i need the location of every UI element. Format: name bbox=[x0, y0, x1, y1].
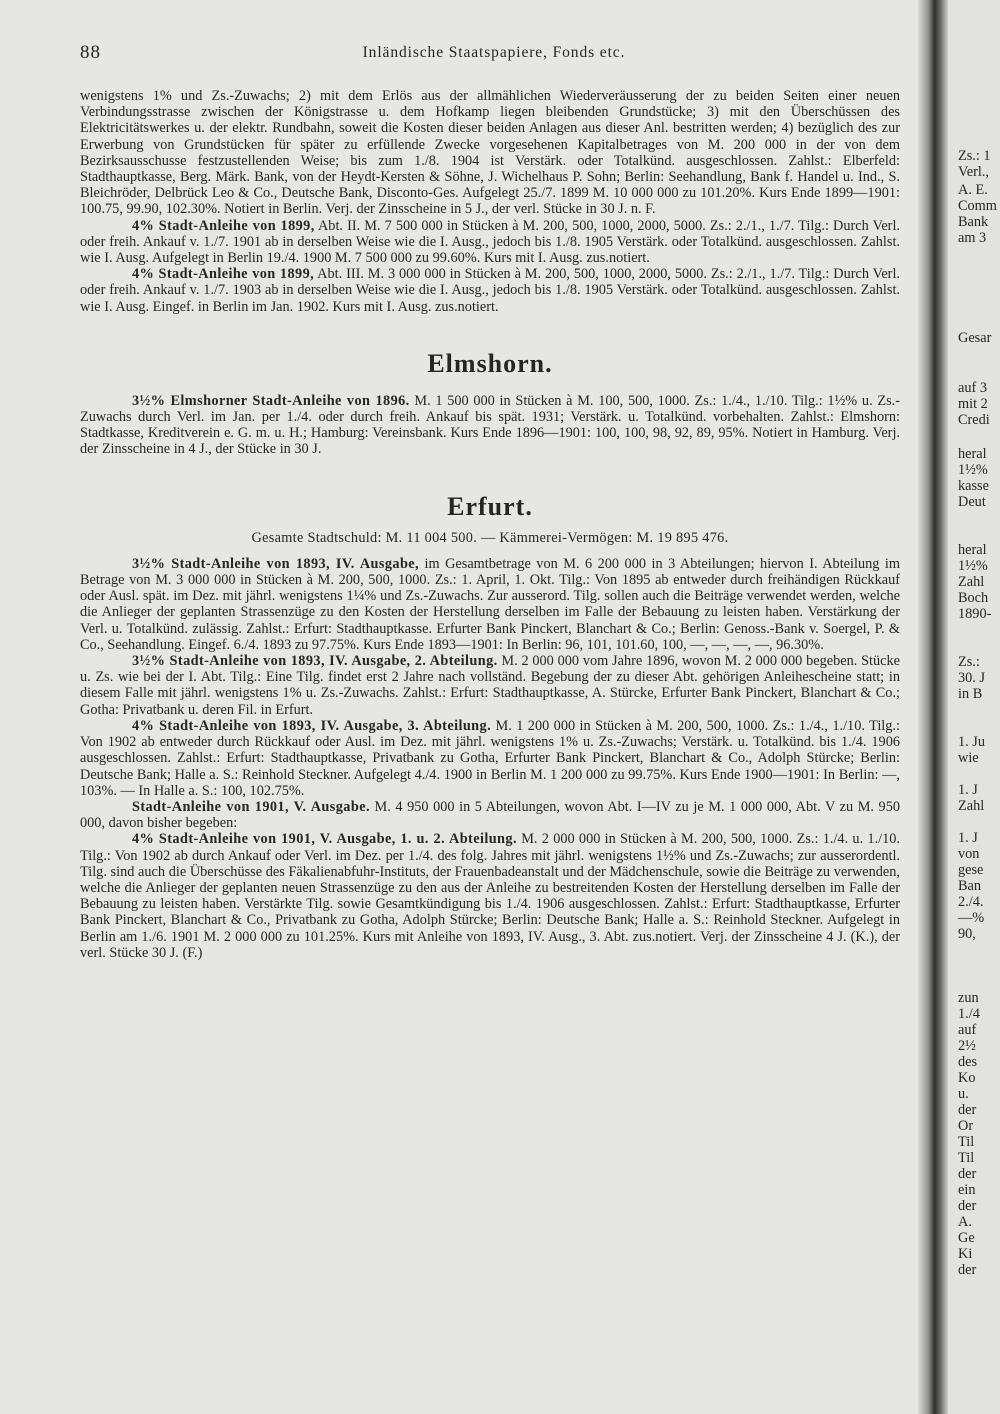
right-page-fragment: 2½ bbox=[958, 1038, 976, 1054]
debt-summary-line: Gesamte Stadtschuld: M. 11 004 500. — Kämmerei-Vermögen: M. 19 895 476. bbox=[251, 529, 729, 546]
right-page-fragment: 1. Ju bbox=[958, 734, 986, 750]
bond-title: Stadt-Anleihe von 1901, V. Ausgabe. bbox=[132, 798, 370, 815]
right-page-fragment: 90, bbox=[958, 926, 976, 942]
right-page-fragment: Zahl bbox=[958, 574, 985, 590]
bond-entry bbox=[80, 556, 900, 653]
right-page-fragment: der bbox=[958, 1102, 977, 1118]
right-page-fragment: Til bbox=[958, 1134, 975, 1150]
right-page-fragment: —% bbox=[958, 910, 985, 926]
bond-text: im Gesamtbetrage von M. 6 200 000 in 3 Abteilungen; hiervon I. Abteilung im Betrage von M. 3 000 000 in Stücken à M. 200, 500, 1000. Zs.: 1. April, 1. Okt. Tilg.: Von 1895 ab entweder durch freihändigen Rückkauf oder Ausl. spät. im Dez. mit jährl. wenigstens 1¼% und Zs.-Zuwachs. Zur ausserord. Tilg. sollen auch die Beiträge verwendet werden, welche die Anlieger der geplanten Strassenzüge zu den Kosten der Herstellung derselben im Falle der Bebauung zu leisten haben. Verstärkung der Verl. u. Totalkünd. zulässig. Zahlst.: Erfurt: Stadthauptkasse. Erfurter Bank Pinckert, Blanchart & Co.; Berlin: Genoss.-Bank v. Soergel, P. & Co., Seehandlung. Eingef. 6./4. 1893 zu 97.75%. Kurs Ende 1893—1901: In Berlin: 96, 101, 101.60, 100, —, —, —, —, 96.30%. bbox=[80, 555, 900, 653]
right-page-fragment: wie bbox=[958, 750, 979, 766]
bond-text: M. 4 950 000 in 5 Abteilungen, wovon Abt. I—IV zu je M. 1 000 000, Abt. V zu M. 950 000, davon bisher begeben: bbox=[80, 798, 900, 832]
right-page-fragment: der bbox=[958, 1166, 977, 1182]
right-page-fragment: gese bbox=[958, 862, 984, 878]
bond-text: Abt. II. M. 7 500 000 in Stücken à M. 200, 500, 1000, 2000, 5000. Zs.: 2./1., 1./7. Tilg.: Durch Verl. oder freih. Ankauf v. 1./7. 1901 ab in derselben Weise wie die I. Ausg., jedoch bis 1./8. 1905 Verstärk. oder Totalkünd. ausgeschlossen. Zahlst. wie I. Ausg. Aufgelegt in Berlin 19./4. 1900 M. 7 500 000 zu 99.60%. Kurs mit I. Ausg. zus.notiert. bbox=[80, 217, 900, 267]
bond-entry bbox=[80, 88, 900, 218]
bond-text: M. 2 000 000 in Stücken à M. 200, 500, 1000. Zs.: 1./4. u. 1./10. Tilg.: Von 1902 ab durch Ankauf oder Verl. im Dez. per 1./4. des folg. Jahres mit jährl. wenigstens 1½% und Zs.-Zuwachs; zur ausserordentl. Tilg. sind auch die Überschüsse des Fäkalienabfuhr-Instituts, der Frauenbadeanstalt und der Mädchenschule, sowie die Beiträge zu verwenden, welche die Anlieger der geplanten neuen Strassenzüge zu den aus der Anleihe zu bestreitenden Kosten der Herstellung derselben im Falle der Bebauung zu leisten haben. Verstärkte Tilg. sowie Gesamtkündigung bis 1./4. 1906 ausgeschlossen. Zahlst.: Erfurt: Stadthauptkasse, Erfurter Bank Pinckert, Blanchart & Co., Privatbank zu Gotha, Adolph Stürcke; Berlin: Deutsche Bank; Halle a. S.: Reinhold Steckner. Aufgelegt in Berlin am 1./6. 1901 M. 2 000 000 zu 101.25%. Kurs mit Anleihe von 1893, IV. Ausg., 3. Abt. zus.notiert. Verj. der Zinsscheine 4 J. (K.), der verl. Stücke 30 J. (F.) bbox=[80, 831, 900, 961]
right-page-fragment: Comm bbox=[958, 198, 997, 214]
bond-title: 3½% Stadt-Anleihe von 1893, IV. Ausgabe, 2. Abteilung. bbox=[132, 653, 498, 670]
right-page-fragment: 30. J bbox=[958, 670, 986, 686]
page-body bbox=[80, 88, 900, 961]
right-page-fragment: am 3 bbox=[958, 230, 987, 246]
right-page-fragment: Credi bbox=[958, 412, 990, 428]
right-page-fragment: Or bbox=[958, 1118, 974, 1134]
bond-text: M. 1 200 000 in Stücken à M. 200, 500, 1000. Zs.: 1./4., 1./10. Tilg.: Von 1902 ab entweder durch Rückkauf oder Ausl. im Dez. mit jährl. wenigstens 1% u. Zs.-Zuwachs; Verstärk. u. Totalkünd. bis 1./4. 1906 ausgeschlossen. Zahlst.: Erfurt: Stadthauptkasse, Privatbank zu Gotha, Erfurter Bank Pinckert, Blanchart & Co., Adolph Stürcke; Berlin: Deutsche Bank; Halle a. S.: Reinhold Steckner. Aufgelegt 4./4. 1900 in Berlin M. 1 200 000 zu 99.75%. Kurs Ende 1900—1901: In Berlin: —, 103%. — In Halle a. S.: 100, 102.75%. bbox=[80, 717, 900, 799]
bond-entry bbox=[80, 718, 900, 799]
right-page-fragment: Ko bbox=[958, 1070, 976, 1086]
city-heading: Erfurt. bbox=[447, 491, 533, 521]
bond-title: 3½% Stadt-Anleihe von 1893, IV. Ausgabe, bbox=[132, 555, 420, 572]
right-page-fragment: Ban bbox=[958, 878, 982, 894]
right-page-fragment: 1. J bbox=[958, 782, 978, 798]
right-page-fragment: Zs.: 1 bbox=[958, 148, 991, 164]
right-page-fragment: Ki bbox=[958, 1246, 973, 1262]
right-page-fragment: 1890- bbox=[958, 606, 992, 622]
right-page-fragment: von bbox=[958, 846, 980, 862]
right-page-fragment: Til bbox=[958, 1150, 975, 1166]
right-page-fragment: Deut bbox=[958, 494, 986, 510]
right-page-fragment: Boch bbox=[958, 590, 989, 606]
right-page-fragment: heral bbox=[958, 446, 987, 462]
right-page-fragment: 1½% bbox=[958, 558, 988, 574]
bond-entry bbox=[80, 218, 900, 267]
right-page-fragment: des bbox=[958, 1054, 978, 1070]
right-page-fragment: Zs.: bbox=[958, 654, 980, 670]
page-header bbox=[80, 42, 908, 72]
right-page-fragment: A. E. bbox=[958, 182, 988, 198]
bond-text: M. 2 000 000 vom Jahre 1896, wovon M. 2 000 000 begeben. Stücke u. Zs. wie bei der I. Abt. Tilg.: Eine Tilg. findet erst 2 Jahre nach vollständ. Begebung der zu dieser Abt. gehörigen Anleihescheine statt; in diesem Falle mit jährl. wenigstens 1% u. Zs.-Zuwachs. Zahlst.: Erfurt: Stadthauptkasse, A. Stürcke, Erfurter Bank Pinckert, Blanchart & Co.; Gotha: Privatbank u. deren Fil. in Erfurt. bbox=[80, 653, 900, 718]
bond-entry bbox=[80, 799, 900, 831]
right-page-fragment: Verl., bbox=[958, 164, 989, 180]
bond-title: 4% Stadt-Anleihe von 1899, bbox=[132, 266, 315, 283]
right-page-fragment: zun bbox=[958, 990, 979, 1006]
right-page-fragment: 1. J bbox=[958, 830, 978, 846]
right-page-fragment: 1./4 bbox=[958, 1006, 980, 1022]
right-page-fragment: auf 3 bbox=[958, 380, 987, 396]
bond-title: 4% Stadt-Anleihe von 1899, bbox=[132, 217, 315, 234]
book-gutter bbox=[918, 0, 948, 1414]
bond-text: wenigstens 1% und Zs.-Zuwachs; 2) mit dem Erlös aus der allmählichen Wiederveräusserung der zu beiden Seiten einer neuen Verbindungsstrasse zwischen der Königstrasse u. dem Hofkamp liegen bleibenden Grundstücke; 3) mit den Überschüssen des Elektricitätswerkes u. der elektr. Rundbahn, soweit die Kosten dieser beiden Anlagen aus dieser Anl. bestritten werden; 4) bezüglich des zur Erwerbung von Grundstücken für später zu erfüllende Zwecke vorgesehenen Kapitalbetrages von M. 200 000 in der von dem Bezirksausschusse festzustellenden Weise; bis zum 1./8. 1904 ist Verstärk. oder Totalkünd. ausgeschlossen. Zahlst.: Elberfeld: Stadthauptkasse, Berg. Märk. Bank, von der Heydt-Kersten & Söhne, J. Wichelhaus P. Sohn; Berlin: Seehandlung, Bank f. Handel u. Ind., S. Bleichröder, Delbrück Leo & Co., Deutsche Bank, Disconto-Ges. Aufgelegt 25./7. 1899 M. 10 000 000 zu 101.20%. Kurs Ende 1899—1901: 100.75, 99.90, 102.30%. Notiert in Berlin. Verj. der Zinsscheine in 5 J., der verl. Stücke in 30 J. n. F. bbox=[80, 88, 900, 218]
bond-entry bbox=[80, 266, 900, 315]
right-page-fragment: 1½% bbox=[958, 462, 988, 478]
right-page-fragment: ein bbox=[958, 1182, 976, 1198]
right-page-fragment: heral bbox=[958, 542, 987, 558]
right-page-fragment: der bbox=[958, 1262, 977, 1278]
bond-entry bbox=[80, 393, 900, 458]
right-page-fragment: der bbox=[958, 1198, 977, 1214]
bond-title: 4% Stadt-Anleihe von 1901, V. Ausgabe, 1. u. 2. Abteilung. bbox=[132, 831, 517, 848]
page-number: 88 bbox=[80, 42, 101, 63]
bond-title: 4% Stadt-Anleihe von 1893, IV. Ausgabe, 3. Abteilung. bbox=[132, 717, 492, 734]
right-page-fragment: in B bbox=[958, 686, 983, 702]
bond-entry bbox=[80, 653, 900, 718]
running-title: Inländische Staatspapiere, Fonds etc. bbox=[362, 44, 626, 61]
bond-title: 3½% Elmshorner Stadt-Anleihe von 1896. bbox=[132, 392, 410, 409]
bond-text: Abt. III. M. 3 000 000 in Stücken à M. 200, 500, 1000, 2000, 5000. Zs.: 2./1., 1./7. Tilg.: Durch Verl. oder freih. Ankauf v. 1./7. 1903 ab in derselben Weise wie die I. Ausg., jedoch bis 1./8. 1905 Verstärk. oder Totalkünd. ausgeschlossen. Zahlst. wie I. Ausg. Eingef. in Berlin im Jan. 1902. Kurs mit I. Ausg. zus.notiert. bbox=[80, 266, 900, 315]
right-page-fragment: 2./4. bbox=[958, 894, 984, 910]
city-heading: Elmshorn. bbox=[427, 348, 553, 378]
right-page-fragment: Ge bbox=[958, 1230, 975, 1246]
right-page-fragment: u. bbox=[958, 1086, 969, 1102]
right-page-fragment: Gesar bbox=[958, 330, 992, 346]
bond-text: M. 1 500 000 in Stücken à M. 100, 500, 1000. Zs.: 1./4., 1./10. Tilg.: 1½% u. Zs.-Zuwachs durch Verl. im Jan. per 1./4. oder durch freih. Ankauf bis spät. 1931; Verstärk. u. Totalkünd. vorbehalten. Zahlst.: Elmshorn: Stadtkasse, Kreditverein e. G. m. u. H.; Hamburg: Vereinsbank. Kurs Ende 1896—1901: 100, 100, 98, 92, 89, 95%. Notiert in Hamburg. Verj. der Zinsscheine in 4 J., der Stücke in 30 J. bbox=[80, 392, 900, 458]
bond-entry bbox=[80, 831, 900, 961]
right-page-fragment: mit 2 bbox=[958, 396, 988, 412]
book-page-right-edge bbox=[948, 0, 1000, 1414]
right-page-fragment: Zahl bbox=[958, 798, 985, 814]
right-page-fragment: kasse bbox=[958, 478, 989, 494]
right-page-fragment: A. bbox=[958, 1214, 972, 1230]
right-page-fragment: auf bbox=[958, 1022, 977, 1038]
right-page-fragment: Bank bbox=[958, 214, 989, 230]
